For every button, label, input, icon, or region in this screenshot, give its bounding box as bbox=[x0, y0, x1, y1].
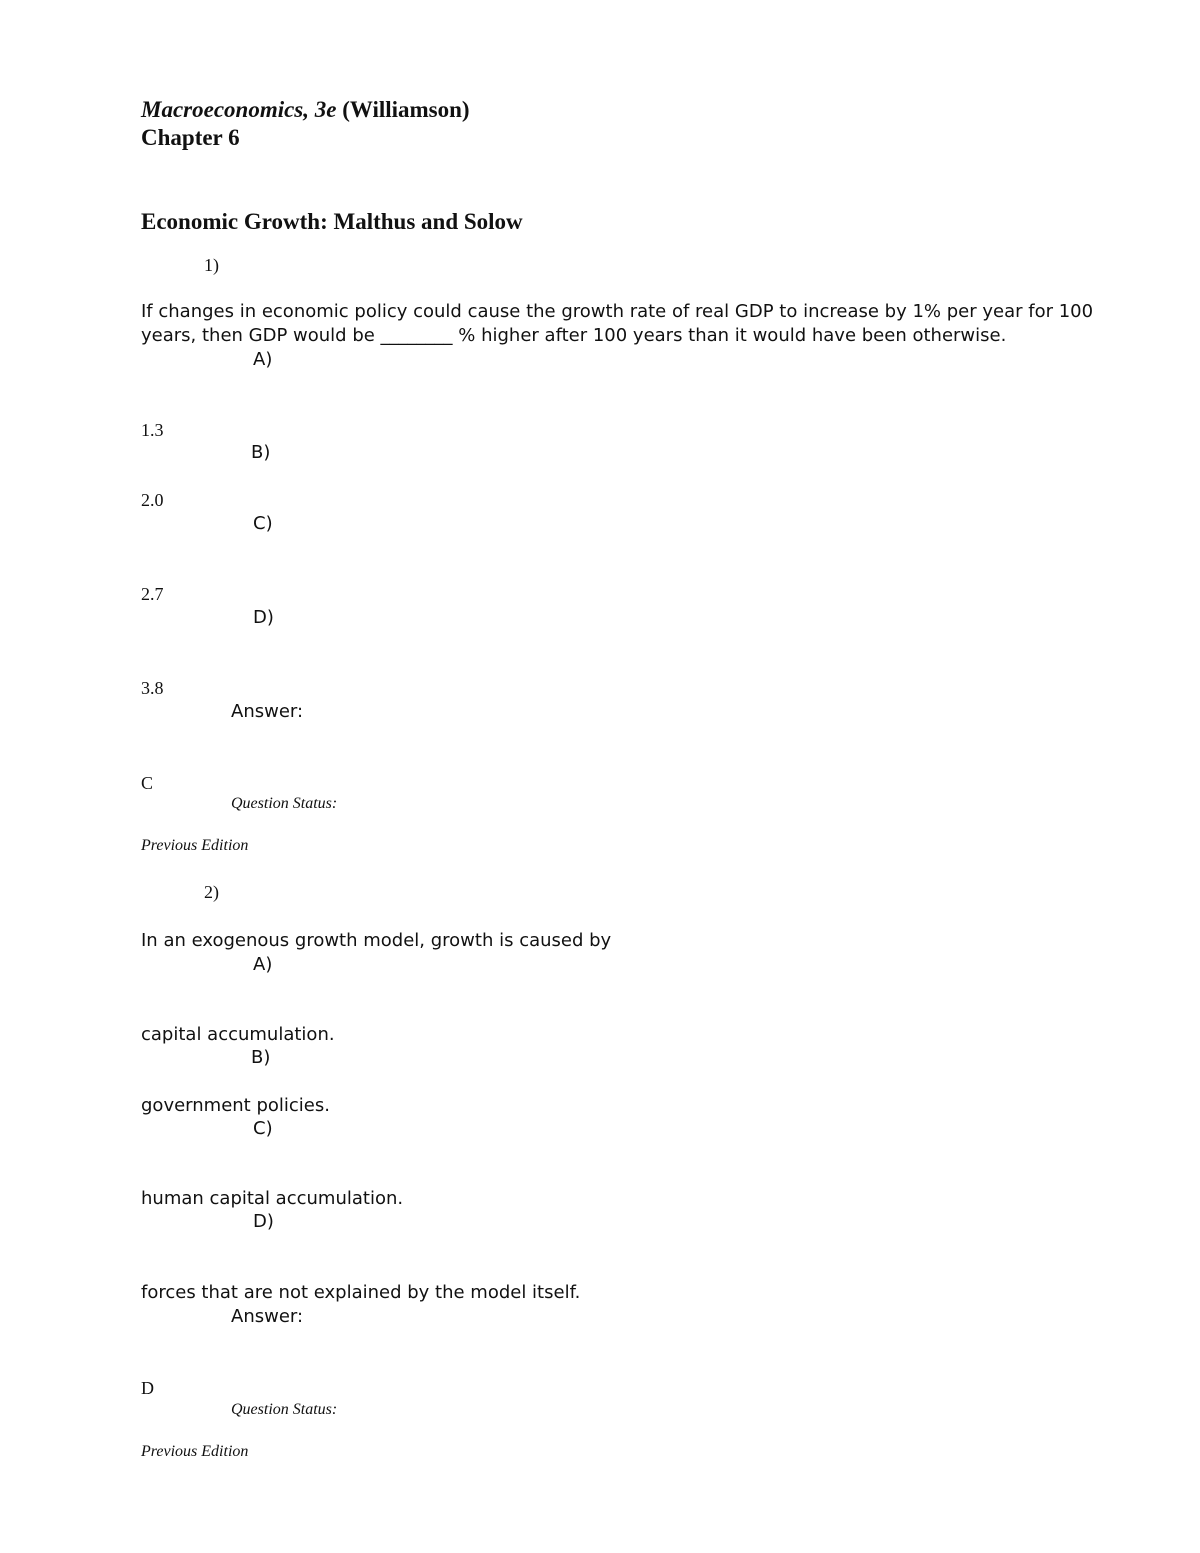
question-1-option-b-label: B) bbox=[251, 442, 271, 463]
question-2-number: 2) bbox=[204, 882, 219, 902]
question-1-answer-value: C bbox=[141, 773, 154, 793]
question-1-option-a-text: 1.3 bbox=[141, 420, 164, 440]
question-2-option-d-text: forces that are not explained by the model itself. bbox=[141, 1282, 581, 1303]
question-2-status-label: Question Status: bbox=[231, 1401, 338, 1418]
question-2-option-a-text: capital accumulation. bbox=[141, 1024, 335, 1045]
question-1-option-d-label: D) bbox=[253, 607, 274, 628]
question-1-option-c-label: C) bbox=[253, 513, 273, 534]
question-1-text-line-1: If changes in economic policy could cause the growth rate of real GDP to increase by 1% per year for 100 bbox=[141, 301, 1094, 322]
question-1-option-a-label: A) bbox=[253, 349, 273, 370]
question-2-status-value: Previous Edition bbox=[141, 1443, 249, 1460]
question-2-option-c-text: human capital accumulation. bbox=[141, 1188, 404, 1209]
question-1-number: 1) bbox=[204, 255, 219, 275]
question-2-text-line-1: In an exogenous growth model, growth is caused by bbox=[141, 930, 612, 951]
question-1-text-line-2: years, then GDP would be ________ % higher after 100 years than it would have been otherwise. bbox=[141, 325, 1007, 346]
chapter-label: Chapter 6 bbox=[141, 125, 240, 150]
question-2-option-d-label: D) bbox=[253, 1211, 274, 1232]
question-1-answer-label: Answer: bbox=[231, 701, 304, 722]
question-1-status-label: Question Status: bbox=[231, 795, 338, 812]
book-author: (Williamson) bbox=[336, 97, 470, 122]
section-title: Economic Growth: Malthus and Solow bbox=[141, 209, 523, 234]
book-header bbox=[141, 98, 470, 121]
question-2-option-b-label: B) bbox=[251, 1047, 271, 1068]
question-2-answer-value: D bbox=[141, 1378, 154, 1398]
question-2-option-c-label: C) bbox=[253, 1118, 273, 1139]
question-1-option-b-text: 2.0 bbox=[141, 490, 164, 510]
question-2-answer-label: Answer: bbox=[231, 1306, 304, 1327]
question-2-option-b-text: government policies. bbox=[141, 1095, 330, 1116]
book-title: Macroeconomics, 3e bbox=[141, 97, 337, 122]
question-2-option-a-label: A) bbox=[253, 954, 273, 975]
question-1-option-c-text: 2.7 bbox=[141, 584, 164, 604]
question-1-status-value: Previous Edition bbox=[141, 837, 249, 854]
question-1-option-d-text: 3.8 bbox=[141, 678, 164, 698]
